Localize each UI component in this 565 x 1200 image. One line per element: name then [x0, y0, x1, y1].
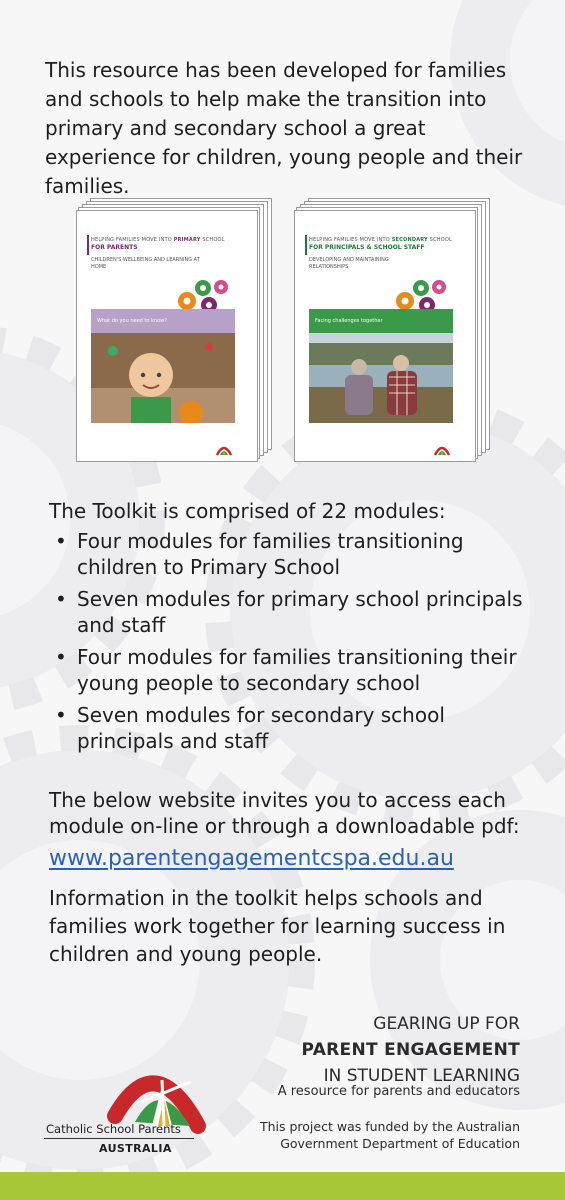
- list-item: • Four modules for families transitioning their young people to secondary school: [49, 644, 529, 696]
- booklet-staff: [294, 195, 489, 460]
- booklet-kicker: HELPING FAMILIES MOVE INTO SECONDARY SCHOOL: [309, 237, 452, 243]
- booklet-band: Facing challenges together: [309, 309, 453, 333]
- booklet-subtitle: CHILDREN'S WELLBEING AND LEARNING AT HOME: [91, 257, 200, 270]
- program-tagline: A resource for parents and educators: [277, 1084, 520, 1099]
- info-paragraph: Information in the toolkit helps schools and families work together for learning success in children and young people.: [49, 886, 506, 966]
- list-item: • Seven modules for secondary school principals and staff: [49, 702, 529, 754]
- csp-mini-logo: [215, 443, 233, 457]
- toolkit-section: [49, 498, 529, 760]
- parents-photo: [309, 333, 453, 423]
- toolkit-intro: The Toolkit is comprised of 22 modules:: [49, 499, 446, 523]
- booklet-covers: [76, 195, 496, 463]
- booklet-cover: [294, 210, 476, 462]
- booklet-title: FOR PARENTS: [91, 244, 138, 251]
- csp-logo-icon: [40, 1056, 225, 1156]
- list-item: • Four modules for families transitioning children to Primary School: [49, 528, 529, 580]
- funding-line1: This project was funded by the Australian: [259, 1119, 520, 1134]
- csp-mini-logo: [433, 443, 451, 457]
- booklet-parents: [76, 195, 271, 460]
- logo-divider: [44, 1138, 194, 1139]
- booklet-title: FOR PRINCIPALS & SCHOOL STAFF: [309, 244, 425, 251]
- website-text: The below website invites you to access each module on-line or through a downloadable pdf:: [49, 788, 520, 838]
- list-item: • Seven modules for primary school principals and staff: [49, 586, 529, 638]
- logo-name: Catholic School Parents: [46, 1122, 181, 1136]
- intro-paragraph: This resource has been developed for families and schools to help make the transition into primary and secondary school a great experience for children, young people and their families.: [45, 58, 523, 198]
- logo-country: AUSTRALIA: [99, 1142, 172, 1155]
- website-link[interactable]: www.parentengagementcspa.edu.au: [49, 846, 454, 871]
- funding-line2: Government Department of Education: [280, 1136, 520, 1151]
- booklet-subtitle: DEVELOPING AND MAINTAINING RELATIONSHIPS: [309, 257, 389, 270]
- funding-note: [260, 1118, 520, 1152]
- program-title-line1: GEARING UP FOR: [373, 1014, 520, 1034]
- program-title: [302, 1011, 520, 1089]
- booklet-band: What do you need to know?: [91, 309, 235, 333]
- program-title-line3: IN STUDENT LEARNING: [323, 1066, 520, 1086]
- booklet-kicker: HELPING FAMILIES MOVE INTO PRIMARY SCHOOL: [91, 237, 225, 243]
- child-photo: [91, 333, 235, 423]
- booklet-cover: [76, 210, 258, 462]
- module-list: [49, 528, 529, 754]
- footer-bar: [0, 1172, 565, 1200]
- program-title-line2: PARENT ENGAGEMENT: [301, 1040, 520, 1060]
